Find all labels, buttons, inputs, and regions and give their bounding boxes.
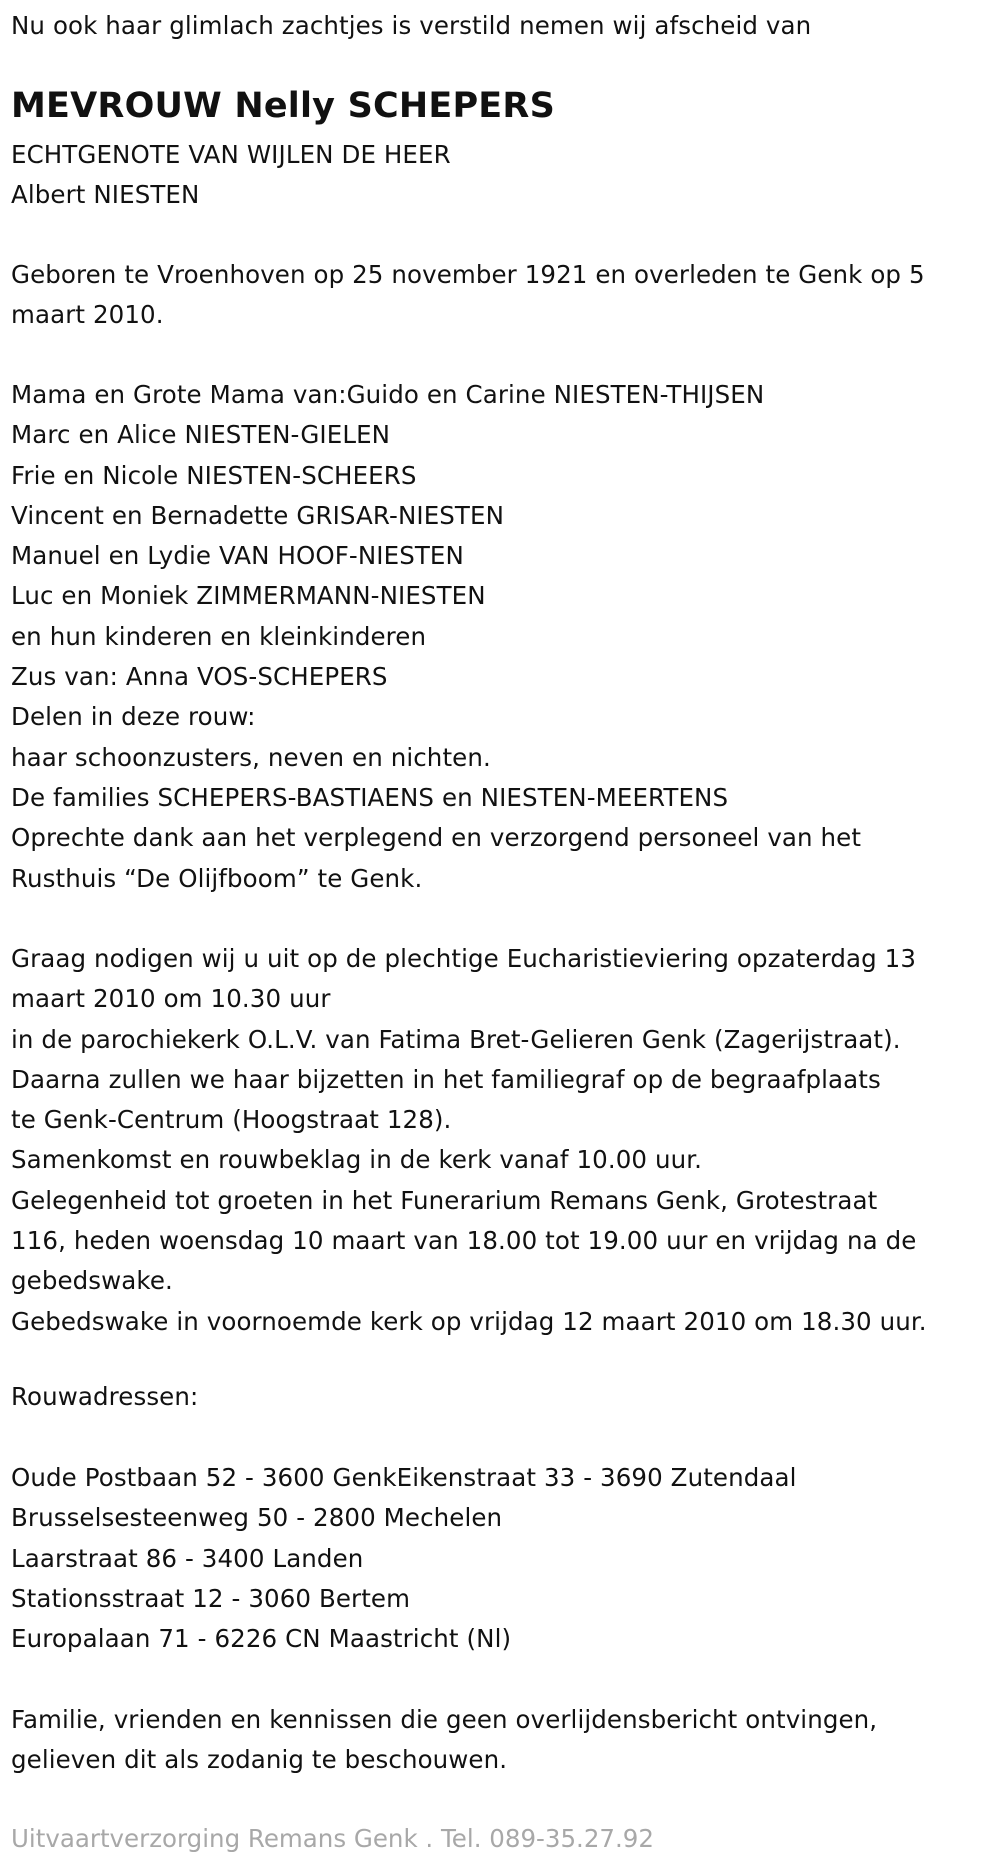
family-line: De families SCHEPERS-BASTIAENS en NIESTEN-MEERTENS <box>11 782 729 812</box>
ceremony-line: gebedswake. <box>11 1266 173 1296</box>
deceased-name: MEVROUW Nelly SCHEPERS <box>11 86 555 126</box>
ceremony-line: Daarna zullen we haar bijzetten in het familiegraf op de begraafplaats <box>11 1064 881 1094</box>
ceremony-block <box>11 939 927 1342</box>
funeral-home-footer: Uitvaartverzorging Remans Genk . Tel. 089-35.27.92 <box>11 1824 654 1853</box>
ceremony-line: in de parochiekerk O.L.V. van Fatima Bret-Gelieren Genk (Zagerijstraat). <box>11 1024 901 1054</box>
family-line: Zus van: Anna VOS-SCHEPERS <box>11 662 388 692</box>
family-block <box>11 375 861 899</box>
family-line: Mama en Grote Mama van:Guido en Carine NIESTEN-THIJSEN <box>11 380 765 409</box>
addresses-heading-block <box>11 1377 198 1417</box>
closing-block <box>11 1700 877 1781</box>
family-line: Marc en Alice NIESTEN-GIELEN <box>11 420 391 450</box>
closing-line: Familie, vrienden en kennissen die geen overlijdensbericht ontvingen, <box>11 1705 878 1734</box>
family-line: Luc en Moniek ZIMMERMANN-NIESTEN <box>11 581 486 611</box>
family-line: Frie en Nicole NIESTEN-SCHEERS <box>11 460 417 490</box>
address-line: Brusselsesteenweg 50 - 2800 Mechelen <box>11 1503 503 1533</box>
family-line: Oprechte dank aan het verplegend en verzorgend personeel van het <box>11 823 862 853</box>
birth-death-block <box>11 255 925 336</box>
birth-line: Geboren te Vroenhoven op 25 november 1921 en overleden te Genk op 5 <box>11 260 925 289</box>
intro-text: Nu ook haar glimlach zachtjes is verstild nemen wij afscheid van <box>11 11 812 40</box>
family-line: en hun kinderen en kleinkinderen <box>11 621 427 651</box>
spouse-line: ECHTGENOTE VAN WIJLEN DE HEER <box>11 140 451 169</box>
ceremony-line: Gelegenheid tot groeten in het Funerarium Remans Genk, Grotestraat <box>11 1185 878 1215</box>
ceremony-line: Gebedswake in voornoemde kerk op vrijdag 12 maart 2010 om 18.30 uur. <box>11 1306 927 1336</box>
spouse-block <box>11 135 451 216</box>
address-line: Oude Postbaan 52 - 3600 GenkEikenstraat 33 - 3690 Zutendaal <box>11 1463 797 1492</box>
ceremony-line: Graag nodigen wij u uit op de plechtige Eucharistieviering opzaterdag 13 <box>11 944 917 973</box>
family-line: Manuel en Lydie VAN HOOF-NIESTEN <box>11 541 464 571</box>
family-line: haar schoonzusters, neven en nichten. <box>11 742 491 772</box>
address-line: Europalaan 71 - 6226 CN Maastricht (Nl) <box>11 1624 512 1654</box>
family-line: Delen in deze rouw: <box>11 702 256 732</box>
family-line: Rusthuis “De Olijfboom” te Genk. <box>11 863 423 893</box>
ceremony-line: Samenkomst en rouwbeklag in de kerk vanaf 10.00 uur. <box>11 1145 703 1175</box>
closing-line: gelieven dit als zodanig te beschouwen. <box>11 1745 508 1775</box>
family-line: Vincent en Bernadette GRISAR-NIESTEN <box>11 500 505 530</box>
address-line: Laarstraat 86 - 3400 Landen <box>11 1543 364 1573</box>
ceremony-line: te Genk-Centrum (Hoogstraat 128). <box>11 1105 452 1135</box>
addresses-heading: Rouwadressen: <box>11 1382 199 1411</box>
spouse-line: Albert NIESTEN <box>11 180 200 210</box>
ceremony-line: maart 2010 om 10.30 uur <box>11 984 331 1014</box>
addresses-block <box>11 1458 797 1659</box>
ceremony-line: 116, heden woensdag 10 maart van 18.00 tot 19.00 uur en vrijdag na de <box>11 1226 917 1256</box>
address-line: Stationsstraat 12 - 3060 Bertem <box>11 1583 411 1613</box>
birth-line: maart 2010. <box>11 300 164 330</box>
